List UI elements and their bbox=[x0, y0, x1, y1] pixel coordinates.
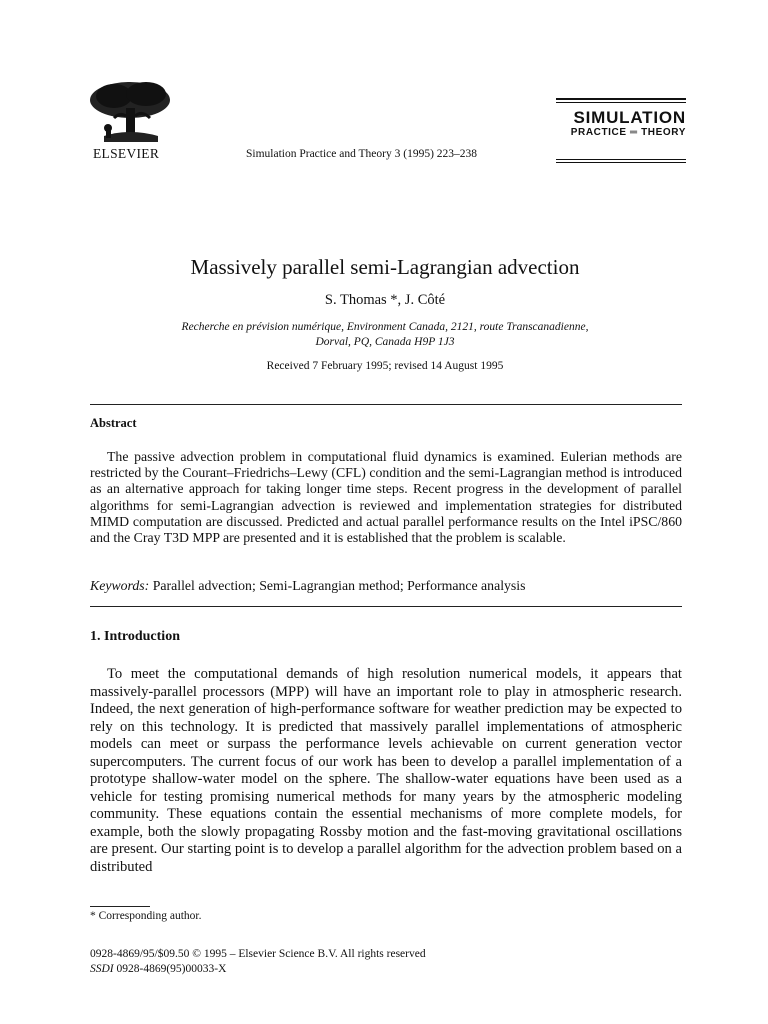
divider bbox=[90, 404, 682, 405]
paper-title: Massively parallel semi-Lagrangian advection bbox=[190, 255, 580, 279]
keywords-text: Parallel advection; Semi-Lagrangian method; Performance analysis bbox=[152, 578, 526, 593]
introduction-body bbox=[90, 666, 682, 876]
paper-authors: S. Thomas *, J. Côté bbox=[324, 292, 446, 308]
abstract-body bbox=[90, 449, 682, 546]
journal-logo-subtitle: PRACTICE ═ THEORY bbox=[570, 127, 686, 138]
logo-rule bbox=[556, 98, 686, 100]
introduction-paragraph: To meet the computational demands of high resolution numerical models, it appears that massively-parallel processors (MPP) will have an important role to play in atmospheric research. Indeed, the next generation of high-performance software for weather prediction may be expected to rely on this technology. It is predicted that massively parallel implementations of atmospheric models can meet or surpass the performance levels achievable on current generation vector supercomputers. The current focus of our work has been to develop a parallel implementation of a prototype shallow-water model on the sphere. The shallow-water equations have been used as a vehicle for testing promising numerical methods for many years by the atmospheric modeling community. These equations contain the essential mechanisms of more complete models, for example, both the slowly propagating Rossby motion and the fast-moving gravitational oscillations are present. Our starting point is to develop a parallel algorithm for the advection problem based on a distributed bbox=[90, 666, 682, 875]
affiliation bbox=[90, 320, 680, 350]
journal-logo-title: SIMULATION bbox=[573, 108, 686, 127]
logo-rule bbox=[556, 159, 686, 160]
affiliation-line: Recherche en prévision numérique, Environment Canada, 2121, route Transcanadienne, bbox=[181, 321, 589, 333]
abstract-heading: Abstract bbox=[90, 416, 137, 430]
logo-rule bbox=[556, 102, 686, 103]
footnote-rule bbox=[90, 906, 150, 907]
keywords bbox=[90, 578, 526, 594]
ssdi-value: 0928-4869(95)00033-X bbox=[113, 963, 227, 975]
journal-logo bbox=[556, 98, 686, 163]
abstract-paragraph: The passive advection problem in computational fluid dynamics is examined. Eulerian methods are restricted by the Courant–Friedrichs–Lewy (CFL) condition and the semi-Lagrangian method is introduced as an alternative approach for taking longer time steps. Recent progress in the development of parallel algorithms for semi-Lagrangian advection is reviewed and implementation strategies for distributed MIMD computation are discussed. Predicted and actual parallel performance results on the Intel iPSC/860 and the Cray T3D MPP are presented and it is established that the problem is scalable. bbox=[90, 449, 682, 546]
copyright-block bbox=[90, 947, 426, 977]
publisher-name: ELSEVIER bbox=[93, 146, 160, 161]
journal-citation: Simulation Practice and Theory 3 (1995) 223–238 bbox=[246, 148, 478, 160]
footnote: * Corresponding author. bbox=[90, 910, 202, 922]
logo-rule bbox=[556, 162, 686, 163]
affiliation-line: Dorval, PQ, Canada H9P 1J3 bbox=[315, 336, 455, 348]
keywords-label: Keywords: bbox=[90, 578, 150, 593]
ssdi-line bbox=[90, 962, 426, 977]
divider bbox=[90, 606, 682, 607]
ssdi-label: SSDI bbox=[90, 963, 114, 975]
introduction-heading: 1. Introduction bbox=[90, 629, 180, 644]
received-dates: Received 7 February 1995; revised 14 August 1995 bbox=[266, 360, 504, 372]
elsevier-tree-logo bbox=[84, 78, 176, 144]
copyright-line: 0928-4869/95/$09.50 © 1995 – Elsevier Science B.V. All rights reserved bbox=[90, 948, 426, 960]
